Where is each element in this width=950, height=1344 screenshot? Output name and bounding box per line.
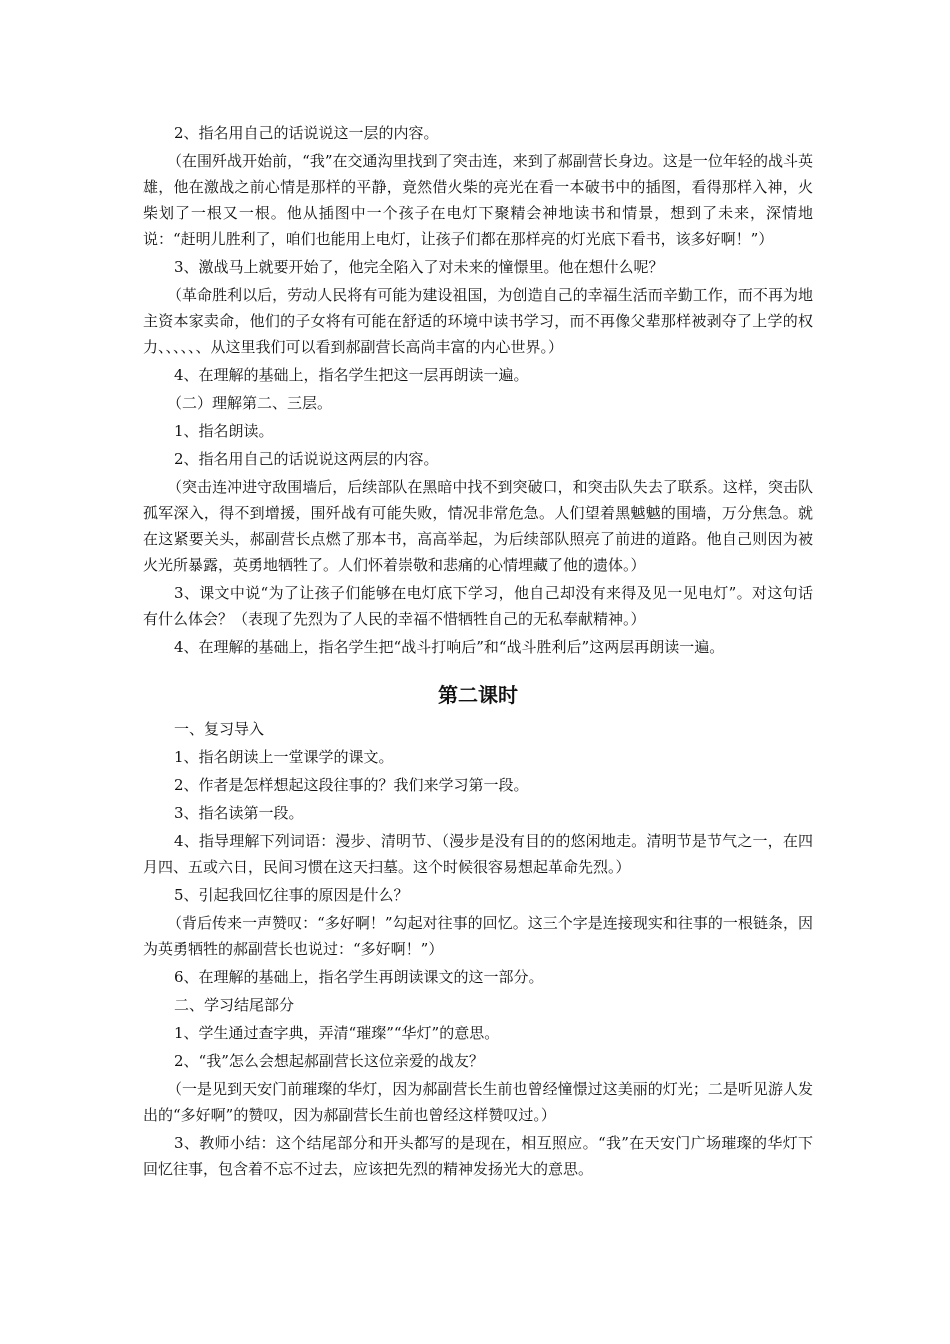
paragraph: 1、指名朗读上一堂课学的课文。: [174, 748, 394, 766]
paragraph-answer: （一是见到天安门前璀璨的华灯，因为郝副营长生前也曾经憧憬过这美丽的灯光；二是听见游人发出的“多好啊”的赞叹，因为郝副营长生前也曾经这样赞叹过。）: [143, 1080, 813, 1124]
paragraph: 1、学生通过查字典，弄清“璀璨”“华灯”的意思。: [174, 1024, 500, 1042]
paragraph-answer: （突击连冲进守敌围墙后，后续部队在黑暗中找不到突破口，和突击队失去了联系。这样，突击队孤军深入，得不到增援，围歼战有可能失败，情况非常危急。人们望着黑魆魆的围墙，万分焦急。就在这紧要关头，郝副营长点燃了那本书，高高举起，为后续部队照亮了前进的道路。他自己则因为被火光所暴露，英勇地牺牲了。人们怀着崇敬和悲痛的心情埋藏了他的遗体。）: [143, 478, 813, 574]
paragraph-answer: （背后传来一声赞叹：“多好啊！”勾起对往事的回忆。这三个字是连接现实和往事的一根链条，因为英勇牺牲的郝副营长也说过：“多好啊！”）: [143, 914, 813, 958]
paragraph-subheading: 二、学习结尾部分: [174, 996, 295, 1014]
paragraph: 3、教师小结：这个结尾部分和开头都写的是现在，相互照应。“我”在天安门广场璀璨的华灯下回忆往事，包含着不忘不过去，应该把先烈的精神发扬光大的意思。: [143, 1134, 813, 1178]
section-heading: 第二课时: [438, 683, 518, 707]
paragraph-answer: （在围歼战开始前，“我”在交通沟里找到了突击连，来到了郝副营长身边。这是一位年轻的战斗英雄，他在激战之前心情是那样的平静，竟然借火柴的亮光在看一本破书中的插图，看得那样入神，火柴划了一根又一根。他从插图中一个孩子在电灯下聚精会神地读书和情景，想到了未来，深情地说：“赶明儿胜利了，咱们也能用上电灯，让孩子们都在那样亮的灯光底下看书，该多好啊！”）: [143, 152, 813, 248]
paragraph-subheading: （二）理解第二、三层。: [167, 394, 333, 412]
section-lesson-one-continued: [143, 120, 813, 660]
paragraph: 3、激战马上就要开始了，他完全陷入了对未来的憧憬里。他在想什么呢？: [174, 258, 664, 276]
paragraph-answer: （革命胜利以后，劳动人民将有可能为建设祖国，为创造自己的幸福生活而辛勤工作，而不再为地主资本家卖命，他们的子女将有可能在舒适的环境中读书学习，而不再像父辈那样被剥夺了上学的权力、、、、、、从这里我们可以看到郝副营长高尚丰富的内心世界。）: [143, 286, 813, 356]
paragraph: 4、在理解的基础上，指名学生把“战斗打响后”和“战斗胜利后”这两层再朗读一遍。: [174, 638, 725, 656]
paragraph: 1、指名朗读。: [174, 422, 274, 440]
paragraph: 2、作者是怎样想起这段往事的？我们来学习第一段。: [174, 776, 529, 794]
paragraph: 4、在理解的基础上，指名学生把这一层再朗读一遍。: [174, 366, 529, 384]
paragraph: 3、课文中说“为了让孩子们能够在电灯底下学习，他自己却没有来得及见一见电灯”。对这句话有什么体会？（表现了先烈为了人民的幸福不惜牺牲自己的无私奉献精神。）: [143, 584, 813, 628]
document-page: [143, 120, 813, 1184]
paragraph: 3、指名读第一段。: [174, 804, 304, 822]
paragraph: 5、引起我回忆往事的原因是什么？: [174, 886, 409, 904]
paragraph: 2、指名用自己的话说说这两层的内容。: [174, 450, 439, 468]
paragraph-subheading: 一、复习导入: [174, 720, 265, 738]
section-lesson-two: [143, 716, 813, 1182]
paragraph: 6、在理解的基础上，指名学生再朗读课文的这一部分。: [174, 968, 544, 986]
paragraph: 2、指名用自己的话说说这一层的内容。: [174, 124, 439, 142]
paragraph: 4、指导理解下列词语：漫步、清明节、（漫步是没有目的的悠闲地走。清明节是节气之一，在四月四、五或六日，民间习惯在这天扫墓。这个时候很容易想起革命先烈。）: [143, 832, 813, 876]
paragraph: 2、“我”怎么会想起郝副营长这位亲爱的战友？: [174, 1052, 484, 1070]
